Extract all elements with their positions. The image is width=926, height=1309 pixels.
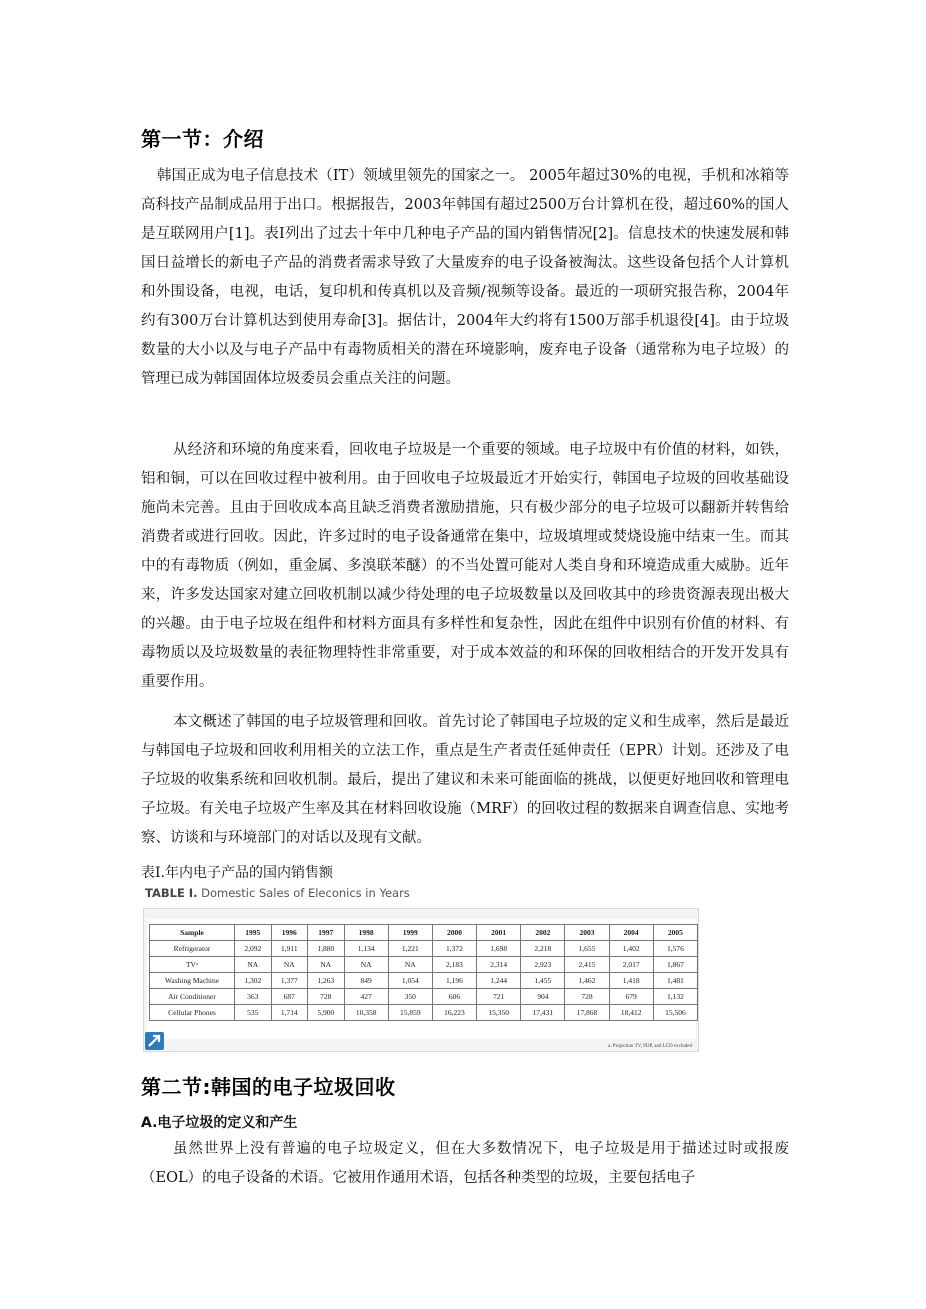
table-cell: 2,923 xyxy=(521,957,565,973)
table-cell: 679 xyxy=(609,989,653,1005)
intro-paragraph-1: 韩国正成为电子信息技术（IT）领域里领先的国家之一。 2005年超过30%的电视，手机和冰箱等高科技产品制成品用于出口。根据报告，2003年韩国有超过2500万台计算机在役，超过60%的国人是互联网用户[1]。表I列出了过去十年中几种电子产品的国内销售情况[2]。信息技术的快速发展和韩国日益增长的新电子产品的消费者需求导致了大量废弃的电子设备被淘汰。这些设备包括个人计算机和外围设备，电视，电话，复印机和传真机以及音频/视频等设备。最近的一项研究报告称，2004年约有300万台计算机达到使用寿命[3]。据估计，2004年大约将有1500万部手机退役[4]。由于垃圾数量的大小以及与电子产品中有毒物质相关的潜在环境影响，废弃电子设备（通常称为电子垃圾）的管理已成为韩国固体垃圾委员会重点关注的问题。 xyxy=(141,168,789,387)
table-footnote: a. Projection TV, PDP, and LCD excluded xyxy=(608,1044,692,1049)
intro-paragraph-3: 本文概述了韩国的电子垃圾管理和回收。首先讨论了韩国电子垃圾的定义和生成率，然后是最近与韩国电子垃圾和回收利用相关的立法工作，重点是生产者责任延伸责任（EPR）计划。还涉及了电子垃圾的收集系统和回收机制。最后，提出了建议和未来可能面临的挑战，以便更好地回收和管理电子垃圾。有关电子垃圾产生率及其在材料回收设施（MRF）的回收过程的数据来自调查信息、实地考察、访谈和与环境部门的对话以及现有文献。 xyxy=(141,714,789,846)
table-cell: NA xyxy=(344,957,388,973)
table-cell: 16,223 xyxy=(432,1005,476,1021)
table-cell: 904 xyxy=(521,989,565,1005)
table-cell: 2,092 xyxy=(235,941,272,957)
expand-table-button[interactable] xyxy=(145,1032,164,1050)
table-row xyxy=(150,989,698,1005)
intro-paragraph-2: 从经济和环境的角度来看，回收电子垃圾是一个重要的领域。电子垃圾中有价值的材料，如铁，铝和铜，可以在回收过程中被利用。由于回收电子垃圾最近才开始实行，韩国电子垃圾的回收基础设施尚未完善。且由于回收成本高且缺乏消费者激励措施，只有极少部分的电子垃圾可以翻新并转售给消费者或进行回收。因此，许多过时的电子设备通常在集中，垃圾填埋或焚烧设施中结束一生。而其中的有毒物质（例如，重金属、多溴联苯醚）的不当处置可能对人类自身和环境造成重大威胁。近年来，许多发达国家对建立回收机制以减少待处理的电子垃圾数量以及回收其中的珍贵资源表现出极大的兴趣。由于电子垃圾在组件和材料方面具有多样性和复杂性，因此在组件中识别有价值的材料、有毒物质以及垃圾数量的表征物理特性非常重要，对于成本效益的和环保的回收相结合的开发开发具有重要作用。 xyxy=(141,442,789,690)
table-title-text: Domestic Sales of Eleconics in Years xyxy=(197,886,410,900)
table-cell: 2,183 xyxy=(432,957,476,973)
table-cell: 1,221 xyxy=(388,941,432,957)
table-cell: 721 xyxy=(477,989,521,1005)
table-cell: 15,350 xyxy=(477,1005,521,1021)
table-row xyxy=(150,957,698,973)
table-frame xyxy=(143,908,699,1052)
table-figure xyxy=(141,884,699,1052)
subsection-a-paragraph: 虽然世界上没有普遍的电子垃圾定义，但在大多数情况下，电子垃圾是用于描述过时或报废（EOL）的电子设备的术语。它被用作通用术语，包括各种类型的垃圾，主要包括电子 xyxy=(141,1141,789,1186)
table-caption: 表I.年内电子产品的国内销售额 xyxy=(141,865,333,881)
table-cell: 728 xyxy=(565,989,609,1005)
table-cell: NA xyxy=(308,957,345,973)
header-year: 1997 xyxy=(308,925,345,941)
header-year: 2002 xyxy=(521,925,565,941)
sales-table xyxy=(149,924,698,1021)
table-cell: 2,314 xyxy=(477,957,521,973)
table-cell: 15,506 xyxy=(653,1005,697,1021)
header-sample: Sample xyxy=(150,925,235,941)
table-cell: 350 xyxy=(388,989,432,1005)
table-cell: 2,415 xyxy=(565,957,609,973)
table-cell: 1,714 xyxy=(271,1005,308,1021)
table-cell: 1,880 xyxy=(308,941,345,957)
table-title xyxy=(145,886,410,900)
table-cell: 1,054 xyxy=(388,973,432,989)
table-cell: 1,462 xyxy=(565,973,609,989)
table-cell: 1,576 xyxy=(653,941,697,957)
header-year: 2000 xyxy=(432,925,476,941)
table-cell: NA xyxy=(235,957,272,973)
row-label: Cellular Phones xyxy=(150,1005,235,1021)
table-row xyxy=(150,941,698,957)
header-year: 2003 xyxy=(565,925,609,941)
table-row xyxy=(150,1005,698,1021)
table-cell: 1,263 xyxy=(308,973,345,989)
table-inner xyxy=(147,919,696,1039)
header-year: 1999 xyxy=(388,925,432,941)
table-cell: 427 xyxy=(344,989,388,1005)
table-cell: 2,017 xyxy=(609,957,653,973)
table-cell: 535 xyxy=(235,1005,272,1021)
header-year: 1998 xyxy=(344,925,388,941)
table-cell: 606 xyxy=(432,989,476,1005)
table-cell: 363 xyxy=(235,989,272,1005)
table-cell: 17,868 xyxy=(565,1005,609,1021)
table-cell: 5,900 xyxy=(308,1005,345,1021)
row-label: Refrigerator xyxy=(150,941,235,957)
header-year: 1995 xyxy=(235,925,272,941)
table-cell: 1,698 xyxy=(477,941,521,957)
table-cell: 1,418 xyxy=(609,973,653,989)
table-title-label: TABLE I. xyxy=(145,886,198,900)
table-cell: NA xyxy=(388,957,432,973)
header-year: 1996 xyxy=(271,925,308,941)
row-label: Washing Machine xyxy=(150,973,235,989)
section-2-heading: 第二节:韩国的电子垃圾回收 xyxy=(141,1075,396,1099)
table-cell: 728 xyxy=(308,989,345,1005)
table-cell: 1,402 xyxy=(609,941,653,957)
table-cell: 1,655 xyxy=(565,941,609,957)
table-row xyxy=(150,973,698,989)
table-cell: 17,431 xyxy=(521,1005,565,1021)
table-header-row xyxy=(150,925,698,941)
table-cell: 1,455 xyxy=(521,973,565,989)
header-year: 2001 xyxy=(477,925,521,941)
row-label: TVᵃ xyxy=(150,957,235,973)
table-cell: 10,358 xyxy=(344,1005,388,1021)
table-cell: 1,377 xyxy=(271,973,308,989)
header-year: 2005 xyxy=(653,925,697,941)
table-cell: 1,481 xyxy=(653,973,697,989)
table-cell: 1,867 xyxy=(653,957,697,973)
table-cell: 15,859 xyxy=(388,1005,432,1021)
table-cell: NA xyxy=(271,957,308,973)
table-cell: 687 xyxy=(271,989,308,1005)
table-cell: 1,911 xyxy=(271,941,308,957)
table-cell: 2,218 xyxy=(521,941,565,957)
section-1-heading: 第一节：介绍 xyxy=(141,127,264,151)
table-cell: 1,244 xyxy=(477,973,521,989)
expand-icon xyxy=(145,1032,164,1050)
table-cell: 1,196 xyxy=(432,973,476,989)
header-year: 2004 xyxy=(609,925,653,941)
row-label: Air Conditioner xyxy=(150,989,235,1005)
table-cell: 849 xyxy=(344,973,388,989)
table-cell: 1,372 xyxy=(432,941,476,957)
table-cell: 1,302 xyxy=(235,973,272,989)
subsection-a-heading: A.电子垃圾的定义和产生 xyxy=(141,1115,298,1131)
table-cell: 1,134 xyxy=(344,941,388,957)
table-cell: 1,132 xyxy=(653,989,697,1005)
table-body xyxy=(150,941,698,1021)
table-cell: 18,412 xyxy=(609,1005,653,1021)
